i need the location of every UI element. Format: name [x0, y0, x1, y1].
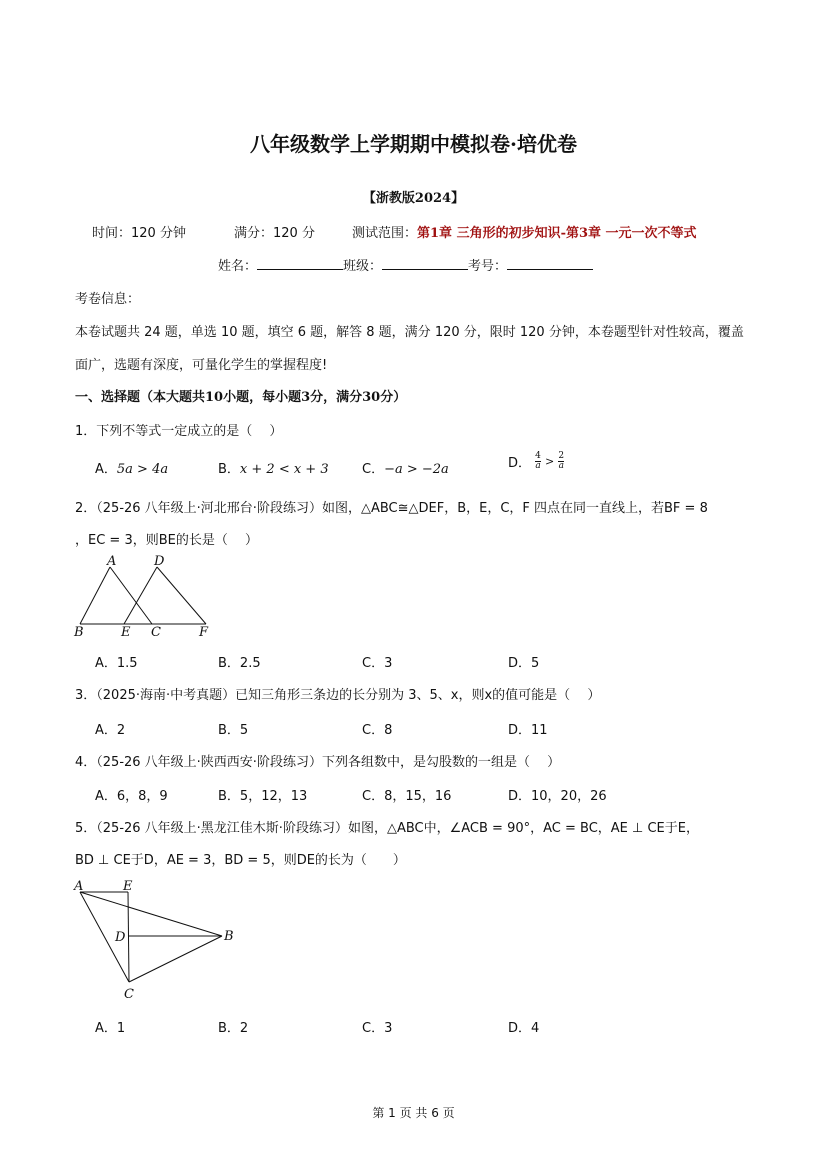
exam-no-field[interactable] [507, 257, 593, 270]
q1-option-c[interactable]: C．−a > −2a [362, 462, 449, 477]
page-title: 八年级数学上学期期中模拟卷·培优卷 [250, 132, 577, 156]
fraction: $\frac{4}{a}$ [535, 451, 541, 471]
info-line-1: 本卷试题共 24 题，单选 10 题，填空 6 题，解答 8 题，满分 120 分，限时 120 分钟，本卷题型针对性较高，覆盖 [75, 325, 744, 340]
q3-option-d[interactable]: D．11 [508, 723, 548, 738]
q3-option-b[interactable]: B．5 [218, 723, 249, 738]
student-info-row [218, 255, 593, 274]
edition-label: 【浙教版2024】 [362, 191, 465, 206]
q2-option-b[interactable]: B．2.5 [218, 656, 261, 671]
q4-option-b[interactable]: B．5，12，13 [218, 789, 308, 804]
q2-stem-line-2: ，EC = 3，则BE的长是（ ） [75, 533, 258, 548]
q2-option-c[interactable]: C．3 [362, 656, 393, 671]
q5-stem-line-1: 5．（25-26 八年级上·黑龙江佳木斯·阶段练习）如图，△ABC中，∠ACB = 90°，AC = BC，AE ⊥ CE于E， [75, 821, 699, 836]
label-C: C [124, 987, 134, 1002]
label-D: D [154, 554, 165, 569]
q1-option-a[interactable]: A．5a > 4a [95, 462, 169, 477]
class-field[interactable] [382, 257, 468, 270]
info-heading: 考卷信息： [75, 292, 141, 307]
q5-option-b[interactable]: B．2 [218, 1021, 249, 1036]
label-F: F [199, 625, 209, 640]
class-label: 班级： [343, 259, 383, 274]
section-heading: 一、选择题（本大题共10小题，每小题3分，满分30分） [75, 390, 407, 405]
q5-option-d[interactable]: D．4 [508, 1021, 540, 1036]
q1-option-d[interactable]: D． $\frac{4}{a}$ > $\frac{2}{a}$ [508, 451, 565, 471]
q5-option-c[interactable]: C．3 [362, 1021, 393, 1036]
q5-stem-line-2: BD ⊥ CE于D，AE = 3，BD = 5，则DE的长为（ ） [75, 853, 406, 868]
q5-option-a[interactable]: A．1 [95, 1021, 126, 1036]
q3-option-c[interactable]: C．8 [362, 723, 393, 738]
label-B: B [224, 929, 234, 944]
page-number: 第 1 页 共 6 页 [372, 1106, 455, 1120]
label-E: E [121, 625, 131, 640]
q4-stem: 4．（25-26 八年级上·陕西西安·阶段练习）下列各组数中，是勾股数的一组是（ ） [75, 755, 561, 770]
q2-stem-line-1: 2．（25-26 八年级上·河北邢台·阶段练习）如图，△ABC≅△DEF，B，E，C，F 四点在同一直线上，若BF = 8 [75, 501, 708, 516]
label-D: D [115, 930, 126, 945]
q2-option-a[interactable]: A．1.5 [95, 656, 138, 671]
q3-option-a[interactable]: A．2 [95, 723, 126, 738]
q5-figure [70, 874, 250, 1006]
exam-scope [352, 222, 697, 241]
name-field[interactable] [257, 257, 343, 270]
name-label: 姓名： [218, 259, 258, 274]
label-B: B [74, 625, 84, 640]
label-A: A [74, 879, 84, 894]
exam-time: 时间：120 分钟 [92, 226, 186, 241]
q1-option-b[interactable]: B．x + 2 < x + 3 [218, 462, 329, 477]
q1-stem: 1．下列不等式一定成立的是（ ） [75, 424, 283, 439]
label-E: E [123, 879, 133, 894]
label-A: A [107, 554, 117, 569]
info-line-2: 面广，选题有深度，可量化学生的掌握程度! [75, 358, 328, 373]
q4-option-c[interactable]: C．8，15，16 [362, 789, 452, 804]
exam-full-score: 满分：120 分 [234, 226, 315, 241]
exam-no-label: 考号： [468, 259, 508, 274]
q2-figure [70, 553, 220, 643]
q3-stem: 3．（2025·海南·中考真题）已知三角形三条边的长分别为 3、5、x，则x的值可能是（ ） [75, 688, 601, 703]
q4-option-a[interactable]: A．6，8，9 [95, 789, 168, 804]
q2-option-d[interactable]: D．5 [508, 656, 540, 671]
q4-option-d[interactable]: D．10，20，26 [508, 789, 607, 804]
scope-label: 测试范围： [352, 226, 418, 241]
scope-value: 第1章 三角形的初步知识-第3章 一元一次不等式 [417, 226, 697, 241]
label-C: C [151, 625, 161, 640]
fraction: $\frac{2}{a}$ [558, 451, 565, 471]
